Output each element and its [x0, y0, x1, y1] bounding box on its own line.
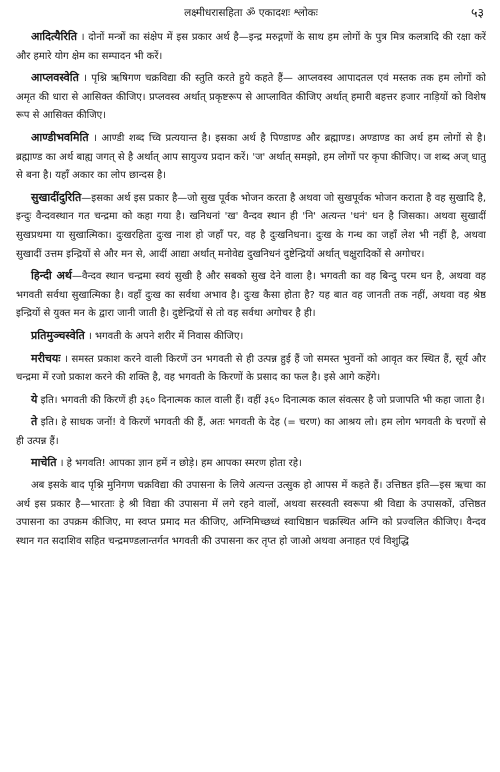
paragraph-aadityair	[16, 28, 486, 66]
paragraph-text: —इसका अर्थ इस प्रकार है—जो सुख पूर्वक भोजन करता है अथवा जो सुखपूर्वक भोजन कराता है वह सुखादि है, इन्दुः वैन्दवस्थान गत चन्द्रमा को कहा गया है। खनिधनां 'ख' वैन्दव स्थान ही 'नि' अत्यन्त 'धनं' धन है जिसका। अथवा सुखादीं सुखप्रथमा या सुखात्मिका। दुःखरहिता दुःख नाश हो जहाँ पर, वह है दुःखनिधना। दुःख के गन्ध का जहाँ लेश भी नहीं है, अथवा सुखादीं उत्तम इन्द्रियों से और मन से, आदीं आद्या अर्थात् मनोवेद्य दुखनिधनं दुष्टेन्द्रियों अर्थात् चक्षुरादिकों से अगोचर।	[16, 192, 486, 260]
paragraph-mareechayah	[16, 350, 486, 388]
paragraph-aaplavasva	[16, 69, 486, 126]
paragraph-te	[16, 413, 486, 451]
term: माचेति	[31, 456, 57, 470]
paragraph-text: । आण्डी शब्द च्वि प्रत्ययान्त है। इसका अर्थ है पिण्डाण्ड और ब्रह्माण्ड। अण्डाण्ड का अर्थ हम लोगों से है। ब्रह्माण्ड का अर्थ बाह्य जगत् से है अर्थात् आप सायुज्य प्रदान करें। 'ज' अर्थात् समझो, हम लोगों पर कृपा कीजिए। ज शब्द अज् धातु से बना है। यहाँ अकार का लोप छान्दस है।	[16, 132, 486, 182]
page-number: ५३	[470, 5, 484, 20]
running-title: लक्ष्मीधरासहिता ॐ एकादशः श्लोकः	[184, 7, 318, 19]
paragraph-text: इति। हे साधक जनों! वे किरणें भगवती की हैं, अतः भगवती के देह (= चरण) का आश्रय लो। हम लोग भगवती के चरणों से ही उत्पन्न हैं।	[16, 417, 486, 447]
paragraph-aandibhavam	[16, 129, 486, 186]
term: ते	[31, 415, 38, 429]
paragraph-text: । समस्त प्रकाश करने वाली किरणें उन भगवती से ही उत्पन्न हुई हैं जो समस्त भुवनों को आवृत कर स्थित हैं, सूर्य और चन्द्रमा में रजो प्रकाश करने की शक्ति है, वह भगवती के किरणों के प्रसाद का फल है। इसे आगे कहेंगे।	[16, 353, 486, 384]
paragraph-text: । भगवती के अपने शरीर में निवास कीजिए।	[88, 330, 244, 342]
paragraph-text: इति। भगवती की किरणें ही ३६० दिनात्मक काल वाली हैं। वहीं ३६० दिनात्मक काल संवत्सर है जो प्रजापति भी कहा जाता है।	[40, 394, 485, 406]
paragraph-ye	[16, 391, 486, 411]
term: प्रतिमुञ्चस्वेति	[31, 328, 85, 342]
paragraph-text: । दोनों मन्त्रों का संक्षेप में इस प्रकार अर्थ है—इन्द्र मरुद्गणों के साथ हम लोगों के पुत्र मित्र कलत्रादि की रक्षा करें और हमारे योग क्षेम का सम्पादन भी करें।	[16, 32, 486, 62]
term: सुखादींदुरिति	[31, 190, 82, 204]
paragraph-sukhaadeendu	[16, 189, 486, 264]
term: ये	[31, 392, 38, 406]
paragraph-text: । पृश्नि ऋषिगण चक्रविद्या की स्तुति करते हुये कहते हैं— आप्लवस्व आपादतल एवं मस्तक तक हम लोगों को अमृत की धारा से आसिक्त कीजिए। प्रप्लवस्व अर्थात् प्रकृष्टरूप से आप्लावित कीजिए अर्थात् हमारी बहत्तर हजार नाड़ियों को विशेष रूप से आसिक्त कीजिए।	[16, 73, 486, 122]
paragraph-text: । हे भगवति! आपका ज्ञान हमें न छोड़े। हम आपका स्मरण होता रहे।	[59, 458, 302, 470]
page-header	[16, 4, 486, 28]
term: आप्लवस्वेति	[31, 71, 79, 85]
term: आण्डीभवमिति	[31, 130, 89, 144]
paragraph-text: अब इसके बाद पृश्नि मुनिगण चक्रविद्या की उपासना के लिये अत्यन्त उत्सुक हो आपस में कहते हैं। उत्तिष्ठत इति—इस ऋचा का अर्थ इस प्रकार है—भारताः हे श्री विद्या की उपासना में लगे रहने वालों, अथवा सरस्वती स्वरूपा श्री विद्या के उपासकों, उत्तिष्ठत उपासना का उपक्रम कीजिए, मा स्वप्त प्रमाद मत कीजिए, अग्निमिच्छध्वं स्वाधिष्ठान चक्रस्थित अग्नि को प्रज्वलित कीजिए। वैन्दव स्थान गत सदाशिव सहित चन्द्रमण्डलान्तर्गत भगवती की उपासना कर तृप्त हो जाओ अथवा अनाहत एवं विशुद्धि	[16, 480, 486, 547]
paragraph-maacheti	[16, 454, 486, 474]
term: हिन्दी अर्थ	[31, 269, 72, 283]
term: मरीचयः	[31, 351, 61, 365]
term: आदित्यैरिति	[31, 30, 77, 43]
page-body	[16, 28, 486, 768]
paragraph-hindi-artha	[16, 267, 486, 324]
paragraph-pratimunchasva	[16, 327, 486, 347]
paragraph-uttishthata	[16, 477, 486, 551]
paragraph-text: —वैन्दव स्थान चन्द्रमा स्वयं सुखी है और सबको सुख देने वाला है। भगवती का वह बिन्दु परम धन है, अथवा वह भगवती सर्वथा सुखात्मिका है। वहाँ दुःख का सर्वथा अभाव है। दुःख कैसा होता है? यह बात वह जानती तक नहीं, अथवा वह श्रेष्ठ इन्द्रियों से युक्त मन के द्वारा जानी जाती है। दुष्टेन्द्रियों से तो वह सर्वथा अगोचर है ही।	[16, 271, 486, 320]
